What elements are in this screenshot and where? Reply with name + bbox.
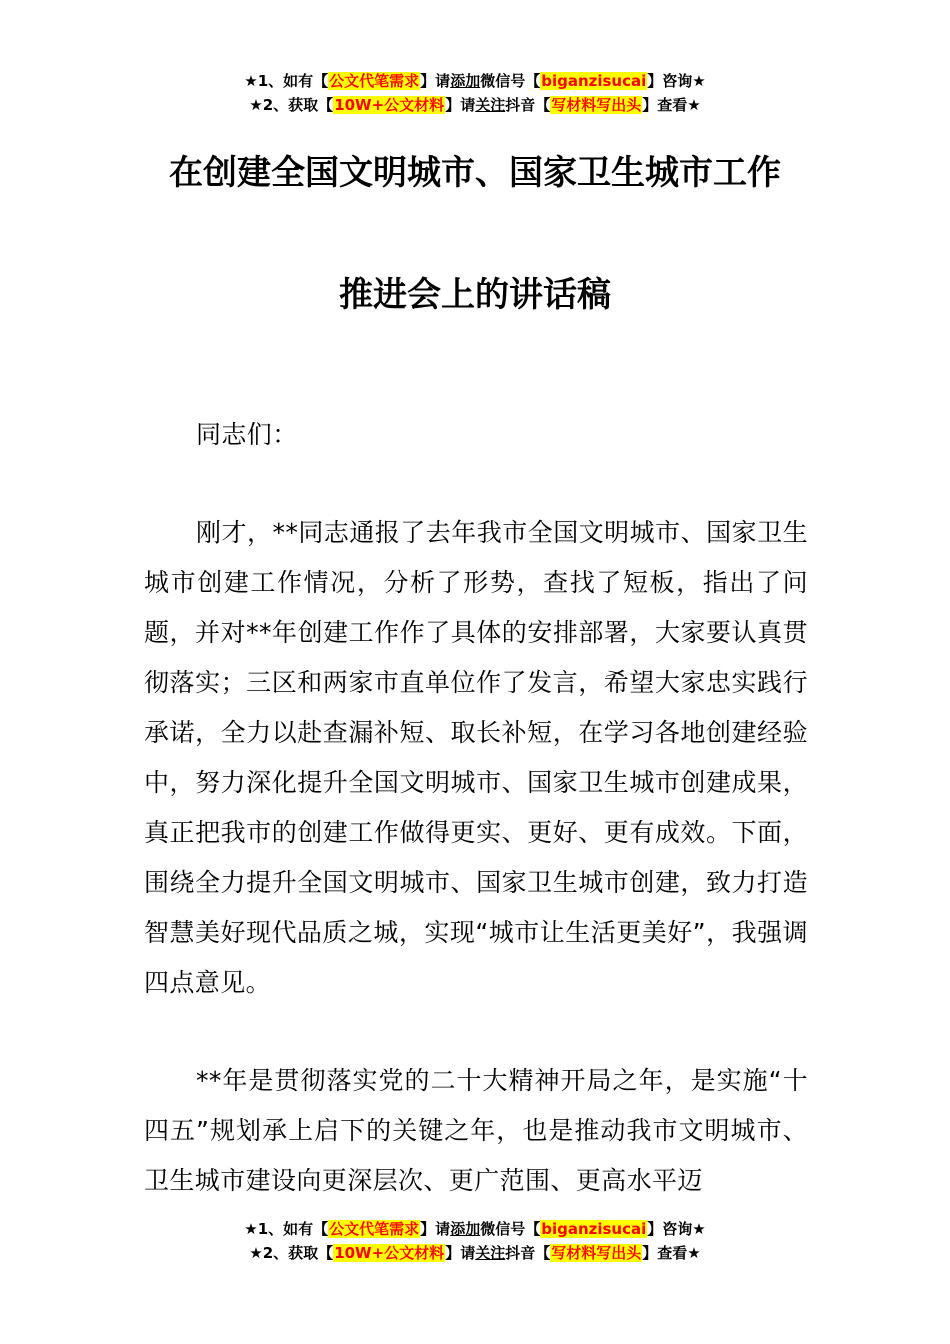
promo-text: ★2、获取【 <box>249 96 334 114</box>
wechat-id-highlight: biganzisucai <box>541 72 647 90</box>
promo-line-2 <box>0 93 950 117</box>
promo-text: 抖音【 <box>505 1244 551 1262</box>
promo-text: 】请 <box>445 1244 476 1262</box>
promo-text: 微信号【 <box>480 1220 541 1238</box>
promo-emphasis: 添加 <box>450 72 481 90</box>
promo-text: 】请 <box>420 72 451 90</box>
wechat-id-highlight: biganzisucai <box>541 1220 647 1238</box>
document-title-line-2: 推进会上的讲话稿 <box>339 275 611 315</box>
promo-highlight: 10W+公文材料 <box>334 96 445 114</box>
douyin-account-highlight: 写材料写出头 <box>551 1244 642 1262</box>
promo-text: 抖音【 <box>505 96 551 114</box>
promo-text: 】请 <box>420 1220 451 1238</box>
top-promo-banner <box>0 69 950 117</box>
douyin-account-highlight: 写材料写出头 <box>551 96 642 114</box>
bottom-promo-banner <box>0 1217 950 1265</box>
document-title-line-1: 在创建全国文明城市、国家卫生城市工作 <box>169 153 781 193</box>
promo-text: 】请 <box>445 96 476 114</box>
promo-text: 】查看★ <box>642 96 701 114</box>
promo-text: ★1、如有【 <box>244 1220 329 1238</box>
promo-emphasis: 添加 <box>450 1220 481 1238</box>
promo-highlight: 10W+公文材料 <box>334 1244 445 1262</box>
body-paragraph-1: 刚才，**同志通报了去年我市全国文明城市、国家卫生城市创建工作情况，分析了形势，查找了短板，指出了问题，并对**年创建工作作了具体的安排部署，大家要认真贯彻落实；三区和两家市直单位作了发言，希望大家忠实践行承诺，全力以赴查漏补短、取长补短，在学习各地创建经验中，努力深化提升全国文明城市、国家卫生城市创建成果，真正把我市的创建工作做得更实、更好、更有成效。下面，围绕全力提升全国文明城市、国家卫生城市创建，致力打造智慧美好现代品质之城，实现“城市让生活更美好”，我强调四点意见。 <box>144 518 808 997</box>
body-paragraph-2: **年是贯彻落实党的二十大精神开局之年，是实施“十四五”规划承上启下的关键之年，也是推动我市文明城市、卫生城市建设向更深层次、更广范围、更高水平迈 <box>144 1066 808 1195</box>
promo-emphasis: 关注 <box>475 96 506 114</box>
promo-text: 】咨询★ <box>647 72 706 90</box>
promo-emphasis: 关注 <box>475 1244 506 1262</box>
promo-text: 微信号【 <box>480 72 541 90</box>
promo-text: 】查看★ <box>642 1244 701 1262</box>
promo-line-1 <box>0 69 950 93</box>
greeting: 同志们： <box>196 420 298 449</box>
promo-highlight: 公文代笔需求 <box>329 72 420 90</box>
promo-text: ★2、获取【 <box>249 1244 334 1262</box>
promo-line-2 <box>0 1241 950 1265</box>
promo-highlight: 公文代笔需求 <box>329 1220 420 1238</box>
promo-line-1 <box>0 1217 950 1241</box>
promo-text: 】咨询★ <box>647 1220 706 1238</box>
promo-text: ★1、如有【 <box>244 72 329 90</box>
